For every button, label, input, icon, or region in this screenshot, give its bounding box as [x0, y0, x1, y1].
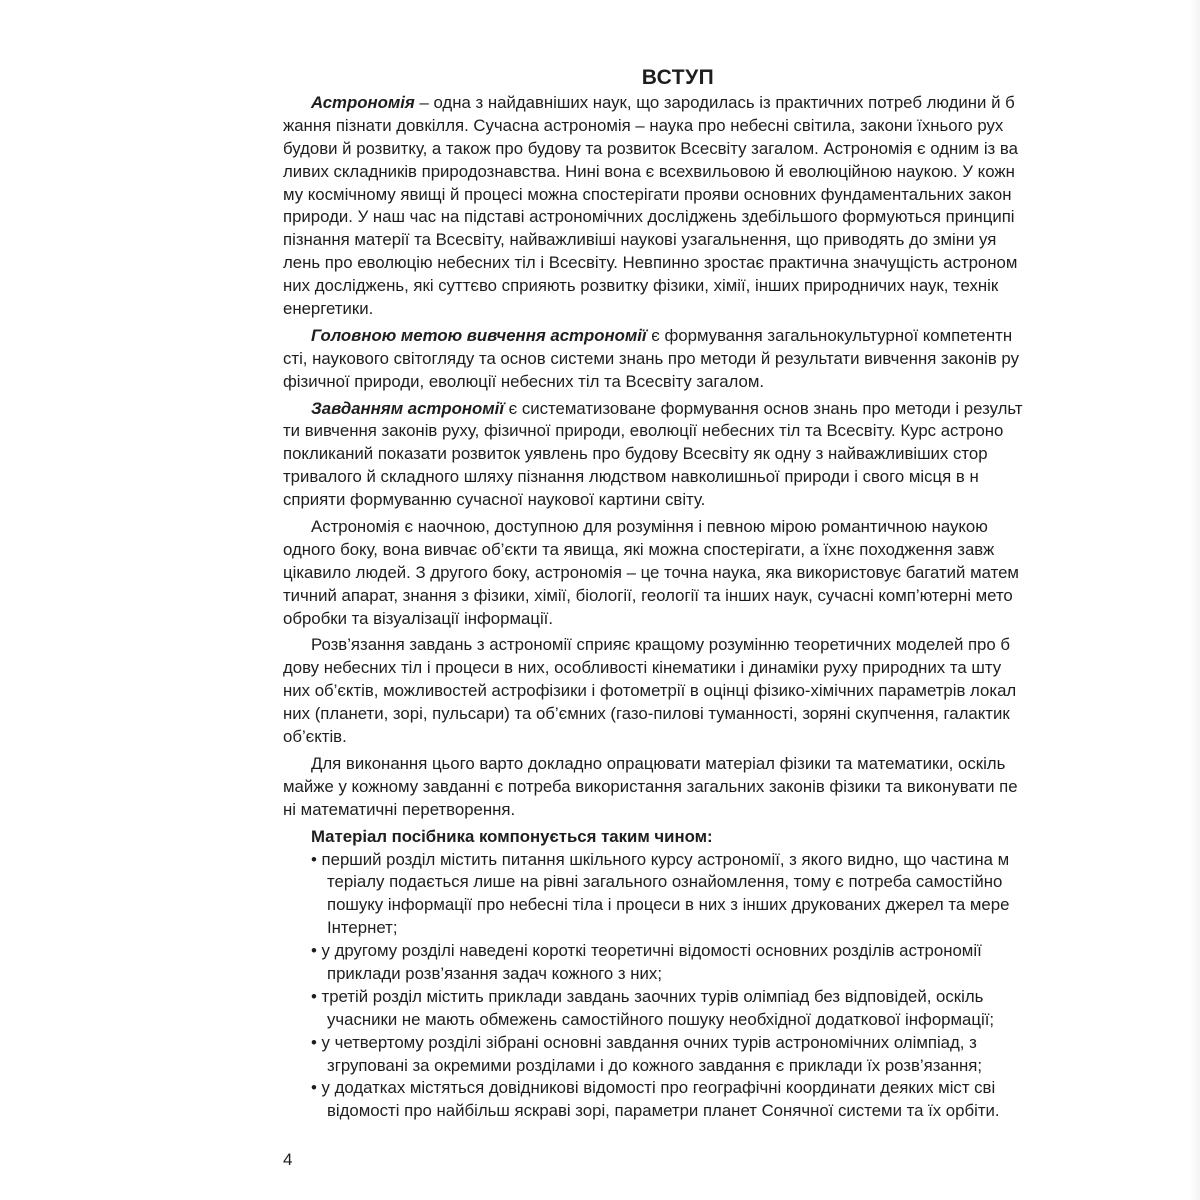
text-line: • у четвертому розділі зібрані основні завдання очних турів астрономічних олімпіад, з: [311, 1032, 977, 1052]
text-line: будови й розвитку, а також про будову та розвиток Всесвіту загалом. Астрономія є одним із ва: [283, 138, 1018, 158]
text-line: енергетики.: [283, 299, 374, 319]
text-line: лень про еволюцію небесних тіл і Всесвіту. Невпинно зростає практична значущість астроном: [283, 253, 1018, 273]
text-line: тривалого й складного шляху пізнання людством навколишньої природи і свого місця в н: [283, 467, 979, 487]
text-line: пізнання матерії та Всесвіту, найважливіші наукові узагальнення, що приводять до зміни уя: [283, 230, 997, 250]
list-item: [283, 986, 1043, 1032]
text-line: пошуку інформації про небесні тіла і процеси в них з інших друкованих джерел та мере: [327, 895, 1010, 915]
text-line: обробки та візуалізації інформації.: [283, 608, 553, 628]
text-line: жання пізнати довкілля. Сучасна астрономія – наука про небесні світила, закони їхнього рух: [283, 115, 1004, 135]
paragraph-goal: [283, 325, 1043, 394]
text-line: му космічному явищі й процесі можна спостерігати прояви основних фундаментальних закон: [283, 184, 1012, 204]
list-item: [283, 1032, 1043, 1078]
text-line: фізичної природи, еволюції небесних тіл та Всесвіту загалом.: [283, 371, 765, 391]
text-line: приклади розв’язання задач кожного з них;: [327, 963, 662, 983]
list-heading: Матеріал посібника компонується таким чином:: [311, 826, 713, 846]
text-line: ні математичні перетворення.: [283, 799, 516, 819]
page-body: [283, 66, 1043, 1123]
list-item: [283, 940, 1043, 986]
paragraph-intro: [283, 92, 1043, 321]
text-line: них досліджень, які суттєво сприяють розвитку фізики, хімії, інших природничих наук, технік: [283, 276, 999, 296]
page-title: ВСТУП: [641, 66, 715, 89]
text-line: покликаний показати розвиток уявлень про будову Всесвіту як одну з найважливіших стор: [283, 444, 988, 464]
text-line: згруповані за окремими розділами і до кожного завдання є приклади їх розв’язання;: [327, 1055, 983, 1075]
paragraph-visual: [283, 516, 1043, 630]
contents-list: [283, 826, 1043, 1124]
text-line: учасники не мають обмежень самостійного пошуку необхідної додаткової інформації;: [327, 1009, 995, 1029]
text-line: майже у кожному завданні є потреба використання загальних законів фізики та виконувати пе: [283, 776, 1018, 796]
text-line: теріалу подається лише на рівні загального ознайомлення, тому є потреба самостійно: [327, 872, 1003, 892]
paragraph-task: [283, 398, 1043, 512]
text-line: сприяти формуванню сучасної наукової картини світу.: [283, 490, 706, 510]
text-line: природи. У наш час на підставі астрономічних досліджень здебільшого формуються принципі: [283, 207, 1015, 227]
text-line: ливих складників природознавства. Нині вона є всехвильовою й еволюційною наукою. У кожн: [283, 161, 1015, 181]
scan-edge: [1190, 0, 1200, 1200]
text-line: ти вивчення законів руху, фізичної природи, еволюції небесних тіл та Всесвіту. Курс астроно: [283, 421, 1004, 441]
term-astronomy: Астрономія: [311, 93, 415, 112]
text-line: об’єктів.: [283, 727, 347, 747]
text-line: Головною метою вивчення астрономії є формування загальнокультурної компетентн: [311, 325, 1013, 345]
text-line: тичний апарат, знання з фізики, хімії, біології, геології та інших наук, сучасні комп’ютерні мето: [283, 585, 1013, 605]
text-line: Для виконання цього варто докладно опрацювати матеріал фізики та математики, оскіль: [311, 753, 1006, 773]
text-line: • у додатках містяться довідникові відомості про географічні координати деяких міст сві: [311, 1078, 996, 1098]
list-item: [283, 849, 1043, 941]
text-line: Інтернет;: [327, 918, 398, 938]
text-line: сті, наукового світогляду та основ системи знань про методи й результати вивчення законів ру: [283, 348, 1019, 368]
term-goal: Головною метою вивчення астрономії: [311, 325, 647, 345]
text-line: • третій розділ містить приклади завдань заочних турів олімпіад без відповідей, оскіль: [311, 986, 984, 1006]
text-line: Астрономія є наочною, доступною для розуміння і певною мірою романтичною наукою: [311, 517, 988, 537]
text-line: дову небесних тіл і процеси в них, особливості кінематики і динаміки руху природних та шту: [283, 658, 1002, 678]
text-line: них об’єктів, можливостей астрофізики і фотометрії в оцінці фізико-хімічних параметрів локал: [283, 681, 1017, 701]
term-task: Завданням астрономії: [311, 398, 504, 418]
text-line: Завданням астрономії є систематизоване формування основ знань про методи і результ: [311, 398, 1023, 418]
paragraph-prerequisites: [283, 753, 1043, 822]
text-line: Астрономія – одна з найдавніших наук, що зародилась із практичних потреб людини й б: [311, 93, 1015, 112]
text-line: цікавило людей. З другого боку, астрономія – це точна наука, яка використовує багатий матем: [283, 562, 1019, 582]
text-line: • у другому розділі наведені короткі теоретичні відомості основних розділів астрономії: [311, 941, 982, 961]
text-line: відомості про найбільш яскраві зорі, параметри планет Сонячної системи та їх орбіти.: [327, 1101, 1000, 1121]
text-line: Розв’язання завдань з астрономії сприяє кращому розумінню теоретичних моделей про б: [311, 635, 1011, 655]
text-line: одного боку, вона вивчає об’єкти та явища, які можна спостерігати, а їхнє походження завж: [283, 539, 995, 559]
text-line: них (планети, зорі, пульсари) та об’ємних (газо-пилові туманності, зоряні скупчення, галактик: [283, 704, 1010, 724]
page-number: 4: [283, 1150, 293, 1169]
text-line: • перший розділ містить питання шкільного курсу астрономії, з якого видно, що частина м: [311, 849, 1010, 869]
list-item: [283, 1077, 1043, 1123]
paragraph-problems: [283, 634, 1043, 748]
